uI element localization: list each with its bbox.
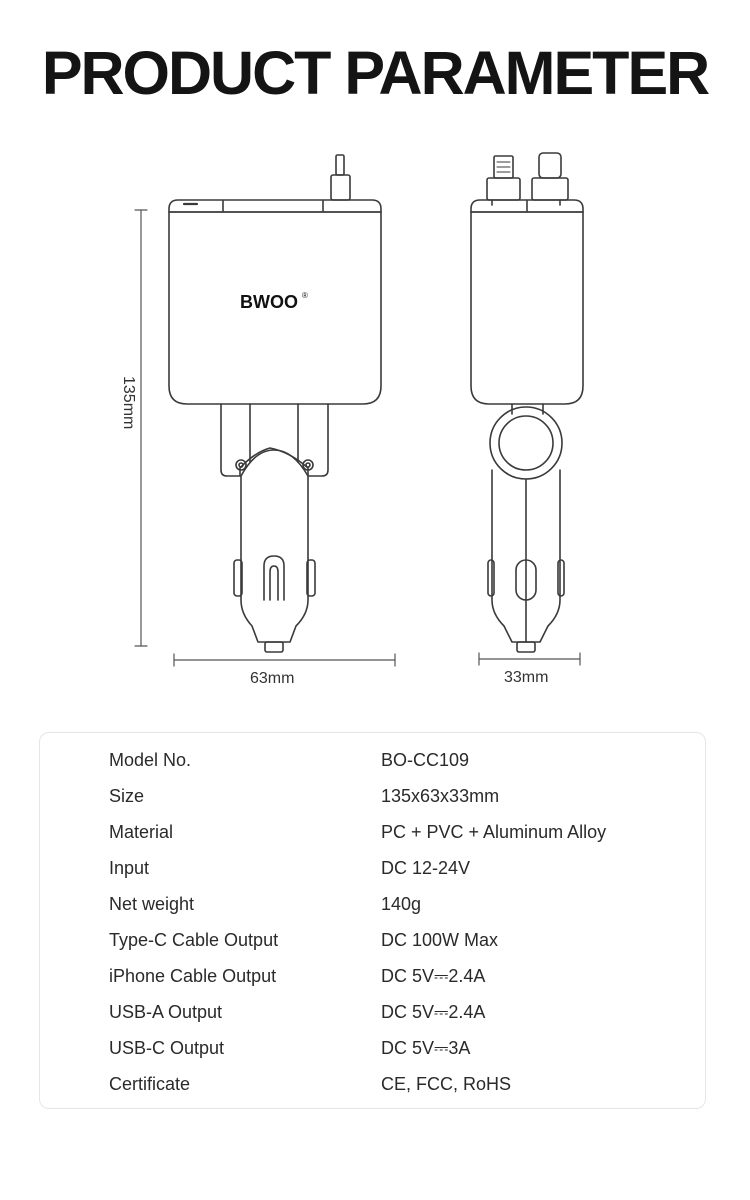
spec-row-usb-a-output bbox=[40, 994, 705, 1030]
spec-key: Certificate bbox=[109, 1074, 191, 1094]
spec-row-iphone-cable-output bbox=[40, 958, 705, 994]
page-title: PRODUCT PARAMETER bbox=[41, 39, 709, 107]
spec-row-net-weight bbox=[40, 886, 705, 922]
front-plug bbox=[241, 450, 308, 642]
side-width-dimension-label: 33mm bbox=[504, 669, 549, 686]
spec-value: CE, FCC, RoHS bbox=[381, 1074, 512, 1094]
front-cable-connector bbox=[331, 175, 350, 200]
spec-value: DC 12-24V bbox=[381, 858, 471, 878]
spec-value: DC 5V⎓3A bbox=[381, 1038, 471, 1058]
spec-key: USB-A Output bbox=[109, 1002, 223, 1022]
spec-key: USB-C Output bbox=[109, 1038, 225, 1058]
spec-key: Input bbox=[109, 858, 150, 878]
spec-row-size bbox=[40, 778, 705, 814]
spec-row-material bbox=[40, 814, 705, 850]
spec-value: 140g bbox=[381, 894, 422, 914]
front-bracket bbox=[221, 404, 328, 476]
height-dimension-label: 135mm bbox=[120, 376, 137, 430]
spec-key: Material bbox=[109, 822, 174, 842]
spec-key: Size bbox=[109, 786, 145, 806]
spec-row-input bbox=[40, 850, 705, 886]
spec-key: Type-C Cable Output bbox=[109, 930, 279, 950]
side-body bbox=[471, 212, 583, 404]
spec-key: Net weight bbox=[109, 894, 195, 914]
front-cable-tip bbox=[336, 155, 344, 175]
spec-table bbox=[39, 732, 706, 1109]
product-drawing bbox=[0, 140, 750, 710]
spec-row-type-c-cable-output bbox=[40, 922, 705, 958]
spec-row-certificate bbox=[40, 1066, 705, 1102]
spec-key: iPhone Cable Output bbox=[109, 966, 277, 986]
brand-logo: BWOO bbox=[240, 292, 298, 312]
front-width-dimension-label: 63mm bbox=[250, 670, 295, 687]
side-view bbox=[471, 153, 583, 652]
spec-value: DC 100W Max bbox=[381, 930, 499, 950]
spec-value: DC 5V⎓2.4A bbox=[381, 966, 486, 986]
spec-key: Model No. bbox=[109, 750, 192, 770]
side-ring-outer bbox=[490, 407, 562, 479]
spec-row-model bbox=[40, 742, 705, 778]
spec-value: 135x63x33mm bbox=[381, 786, 500, 806]
front-top-cap bbox=[169, 200, 381, 212]
dimension-lines bbox=[135, 210, 580, 666]
front-view bbox=[169, 155, 381, 652]
spec-row-usb-c-output bbox=[40, 1030, 705, 1066]
brand-registered-mark: ® bbox=[302, 291, 308, 300]
spec-value: PC + PVC + Aluminum Alloy bbox=[381, 822, 607, 842]
spec-value: BO-CC109 bbox=[381, 750, 470, 770]
spec-value: DC 5V⎓2.4A bbox=[381, 1002, 486, 1022]
side-ring-inner bbox=[499, 416, 553, 470]
